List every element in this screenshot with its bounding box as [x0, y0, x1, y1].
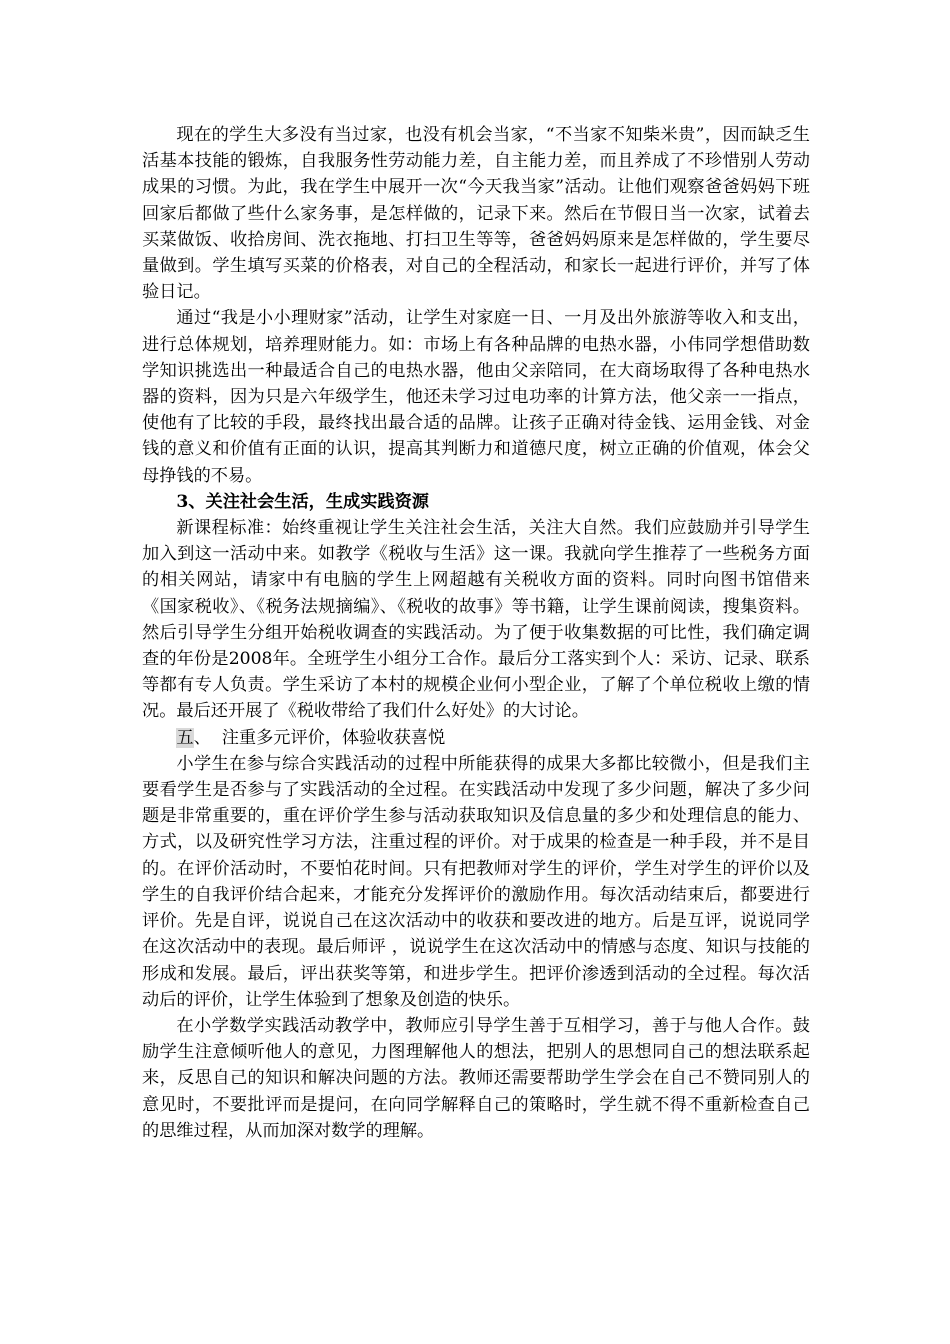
- paragraph-cooperation: 在小学数学实践活动教学中，教师应引导学生善于互相学习，善于与他人合作。鼓励学生注意倾听他人的意见，力图理解他人的想法，把别人的思想同自己的想法联系起来，反思自己的知识和解决问题的方法。教师还需要帮助学生学会在自己不赞同别人的意见时，不要批评而是提问，在向同学解释自己的策略时，学生就不得不重新检查自己的思维过程，从而加深对数学的理解。: [142, 1015, 810, 1141]
- section-heading-3: 3、关注社会生活，生成实践资源: [176, 491, 429, 512]
- paragraph-home-duty: 现在的学生大多没有当过家，也没有机会当家，“不当家不知柴米贵”，因而缺乏生活基本技能的锻炼，自我服务性劳动能力差，自主能力差，而且养成了不珍惜别人劳动成果的习惯。为此，我在学生中展开一次“今天我当家”活动。让他们观察爸爸妈妈下班回家后都做了些什么家务事，是怎样做的，记录下来。然后在节假日当一次家，试着去买菜做饭、收拾房间、洗衣拖地、打扫卫生等等，爸爸妈妈原来是怎样做的，学生要尽量做到。学生填写买菜的价格表，对自己的全程活动，和家长一起进行评价，并写了体验日记。: [142, 125, 810, 303]
- section-number-separator: 、: [193, 727, 211, 748]
- paragraph-finance-activity: 通过“我是小小理财家”活动，让学生对家庭一日、一月及出外旅游等收入和支出，进行总体规划，培养理财能力。如：市场上有各种品牌的电热水器，小伟同学想借助数学知识挑选出一种最适合自己的电热水器，他由父亲陪同，在大商场取得了各种电热水器的资料，因为只是六年级学生，他还未学习过电功率的计算方法，他父亲一一指点，使他有了比较的手段，最终找出最合适的品牌。让孩子正确对待金钱、运用金钱、对金钱的意义和价值有正面的认识，提高其判断力和道德尺度，树立正确的价值观，体会父母挣钱的不易。: [142, 308, 810, 486]
- document-page: [142, 122, 810, 1144]
- section-number-highlight: 五: [176, 727, 194, 748]
- section-title: 注重多元评价，体验收获喜悦: [210, 727, 446, 748]
- paragraph-evaluation: 小学生在参与综合实践活动的过程中所能获得的成果大多都比较微小，但是我们主要看学生是否参与了实践活动的全过程。在实践活动中发现了多少问题，解决了多少问题是非常重要的，重在评价学生参与活动获取知识及信息量的多少和处理信息的能力、方式，以及研究性学习方法，注重过程的评价。对于成果的检查是一种手段，并不是目的。在评价活动时，不要怕花时间。只有把教师对学生的评价，学生对学生的评价以及学生的自我评价结合起来，才能充分发挥评价的激励作用。每次活动结束后，都要进行评价。先是自评，说说自己在这次活动中的收获和要改进的地方。后是互评，说说同学在这次活动中的表现。最后师评 ，说说学生在这次活动中的情感与态度、知识与技能的形成和发展。最后，评出获奖等第，和进步学生。把评价渗透到活动的全过程。每次活动后的评价，让学生体验到了想象及创造的快乐。: [142, 753, 810, 1010]
- paragraph-tax-activity: 新课程标准：始终重视让学生关注社会生活，关注大自然。我们应鼓励并引导学生加入到这一活动中来。如教学《税收与生活》这一课。我就向学生推荐了一些税务方面的相关网站，请家中有电脑的学生上网超越有关税收方面的资料。同时向图书馆借来《国家税收》、《税务法规摘编》、《税收的故事》等书籍，让学生课前阅读，搜集资料。然后引导学生分组开始税收调查的实践活动。为了便于收集数据的可比性，我们确定调查的年份是2008年。全班学生小组分工合作。最后分工落实到个人：采访、记录、联系等都有专人负责。学生采访了本村的规模企业何小型企业，了解了个单位税收上缴的情况。最后还开展了《税收带给了我们什么好处》的大讨论。: [142, 518, 810, 722]
- section-heading-5: [142, 725, 810, 751]
